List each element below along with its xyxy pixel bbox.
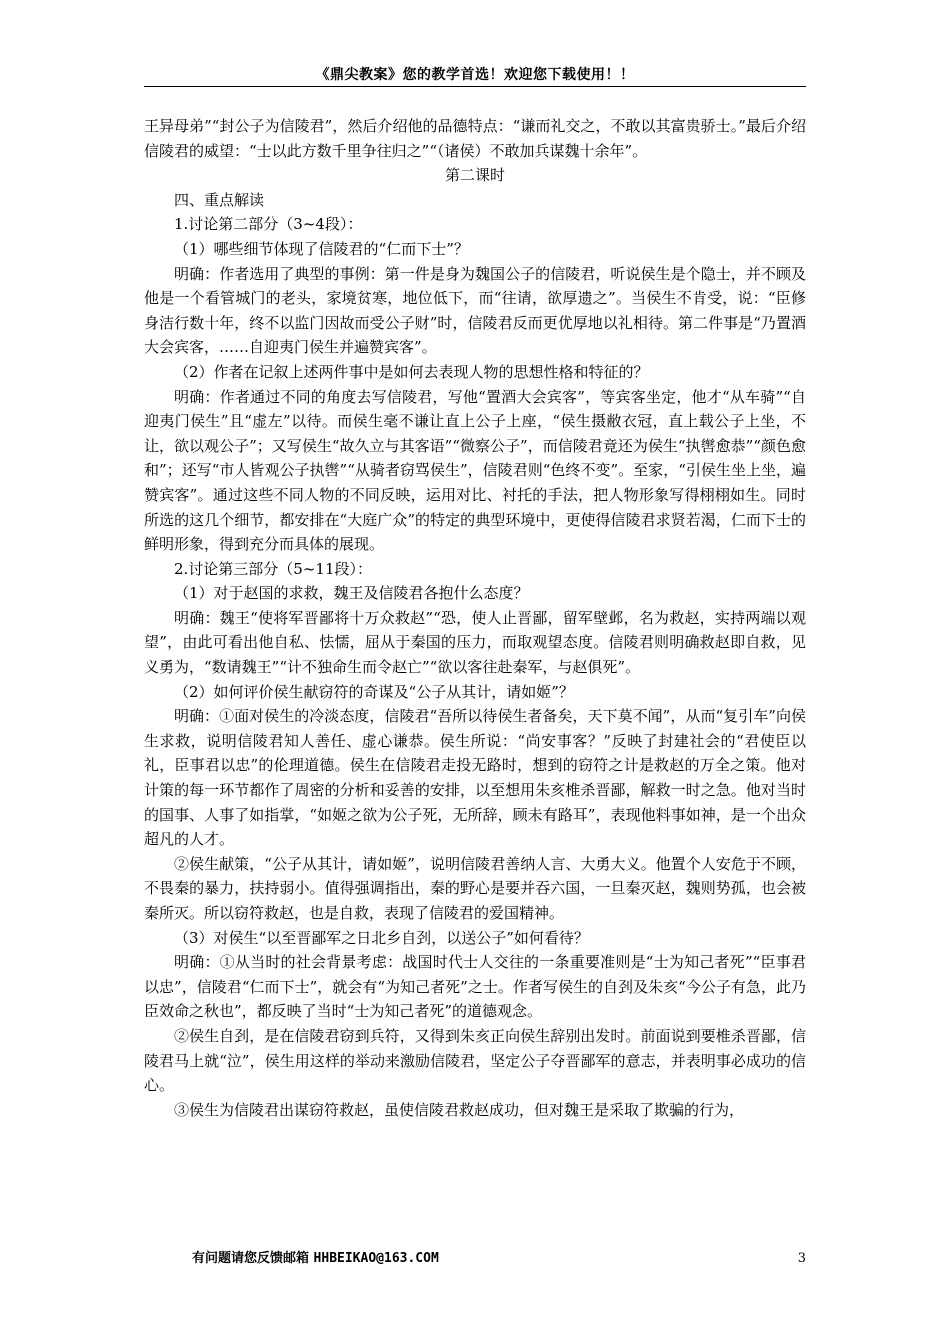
page-header: 《鼎尖教案》您的教学首选！欢迎您下载使用！！: [315, 67, 635, 83]
section-heading: 第二课时: [444, 166, 505, 185]
subheading: 1.讨论第二部分（3~4段）：: [174, 215, 363, 234]
answer-paragraph: ②侯生自刭，是在信陵君窃到兵符，又得到朱亥正向侯生辞别出发时。前面说到要椎杀晋鄙，信陵君马上就“泣”，侯生用这样的举动来激励信陵君，坚定公子夺晋鄙军的意志，并表明事必成功的信心。: [144, 1026, 806, 1095]
subheading: 四、重点解读: [174, 190, 265, 209]
paragraph: 王异母弟”“封公子为信陵君”，然后介绍他的品德特点：“谦而礼交之，不敢以其富贵骄士。”最后介绍信陵君的威望：“士以此方数千里争往归之”“（诸侯）不敢加兵谋魏十余年”。: [144, 117, 806, 160]
question: （2）作者在记叙上述两件事中是如何去表现人物的思想性格和特征的？: [174, 362, 649, 381]
page-number: 3: [797, 1251, 806, 1266]
question: （3）对侯生“以至晋鄙军之日北乡自刭，以送公子”如何看待？: [174, 928, 589, 947]
question: （1）哪些细节体现了信陵君的“仁而下士”？: [174, 239, 469, 258]
footer-feedback: [192, 1250, 439, 1268]
header-divider: [144, 86, 806, 87]
answer-paragraph: 明确：魏王“使将军晋鄙将十万众救赵”“恐，使人止晋鄙，留军壁邺，名为救赵，实持两端以观望”，由此可看出他自私、怯懦，屈从于秦国的压力，而取观望态度。信陵君则明确救赵即自救，见义勇为，“数请魏王”“计不独命生而令赵亡”“欲以客往赴秦军，与赵俱死”。: [144, 608, 806, 677]
answer-paragraph: ②侯生献策，“公子从其计，请如姬”，说明信陵君善纳人言、大勇大义。他置个人安危于不顾，不畏秦的暴力，扶持弱小。值得强调指出，秦的野心是要并吞六国，一旦秦灭赵，魏则势孤，也会被秦所灭。所以窃符救赵，也是自救，表现了信陵君的爱国精神。: [144, 854, 806, 922]
footer-email: HHBEIKAO@163.COM: [313, 1251, 439, 1266]
question: （1）对于赵国的求救，魏王及信陵君各抱什么态度？: [174, 584, 529, 603]
answer-paragraph: 明确：①从当时的社会背景考虑：战国时代士人交往的一条重要准则是“士为知己者死”“臣事君以忠”，信陵君“仁而下士”，就会有“为知己者死”之士。作者写侯生的自刭及朱亥“今公子有急，此乃臣效命之秋也”，都反映了当时“士为知己者死”的道德观念。: [144, 953, 806, 1021]
subheading: 2.讨论第三部分（5~11段）：: [174, 559, 373, 578]
answer-paragraph: 明确：作者通过不同的角度去写信陵君，写他“置酒大会宾客”，等宾客坐定，他才“从车骑”“自迎夷门侯生”且“虚左”以待。而侯生毫不谦让直上公子上座，“侯生摄敝衣冠，直上载公子上坐，不让，欲以观公子”；又写侯生“故久立与其客语”“微察公子”，而信陵君竟还为侯生“执辔愈恭”“颜色愈和”；还写“市人皆观公子执辔”“从骑者窃骂侯生”，信陵君则“色终不变”。至家，“引侯生坐上坐，遍赞宾客”。通过这些不同人物的不同反映，运用对比、衬托的手法，把人物形象写得栩栩如生。同时所选的这几个细节，都安排在“大庭广众”的特定的典型环境中，更使得信陵君求贤若渴，仁而下士的鲜明形象，得到充分而具体的展现。: [144, 387, 806, 554]
answer-paragraph: 明确：①面对侯生的冷淡态度，信陵君“吾所以待侯生者备矣，天下莫不闻”，从而“复引车”向侯生求救，说明信陵君知人善任、虚心谦恭。侯生所说：“尚安事客？”反映了封建社会的“君使臣以礼，臣事君以忠”的伦理道德。侯生在信陵君走投无路时，想到的窃符之计是救赵的万全之策。他对计策的每一环节都作了周密的分析和妥善的安排，以至想用朱亥椎杀晋鄙，解救一时之急。他对当时的国事、人事了如指掌，“如姬之欲为公子死，无所辞，顾未有路耳”，表现他料事如神，是一个出众超凡的人才。: [144, 707, 806, 849]
question: （2）如何评价侯生献窃符的奇谋及“公子从其计，请如姬”？: [174, 682, 574, 701]
document-body: [144, 114, 806, 1122]
footer-label: 有问题请您反馈邮箱: [192, 1251, 310, 1266]
answer-paragraph: 明确：作者选用了典型的事例：第一件是身为魏国公子的信陵君，听说侯生是个隐士，并不顾及他是一个看管城门的老头，家境贫寒，地位低下，而“往请，欲厚遗之”。当侯生不肯受，说：“臣修身洁行数十年，终不以监门因故而受公子财”时，信陵君反而更优厚地以礼相待。第二件事是“乃置酒大会宾客，……自迎夷门侯生并遍赞宾客”。: [144, 264, 806, 357]
answer-paragraph: ③侯生为信陵君出谋窃符救赵，虽使信陵君救赵成功，但对魏王是采取了欺骗的行为，: [174, 1100, 745, 1119]
